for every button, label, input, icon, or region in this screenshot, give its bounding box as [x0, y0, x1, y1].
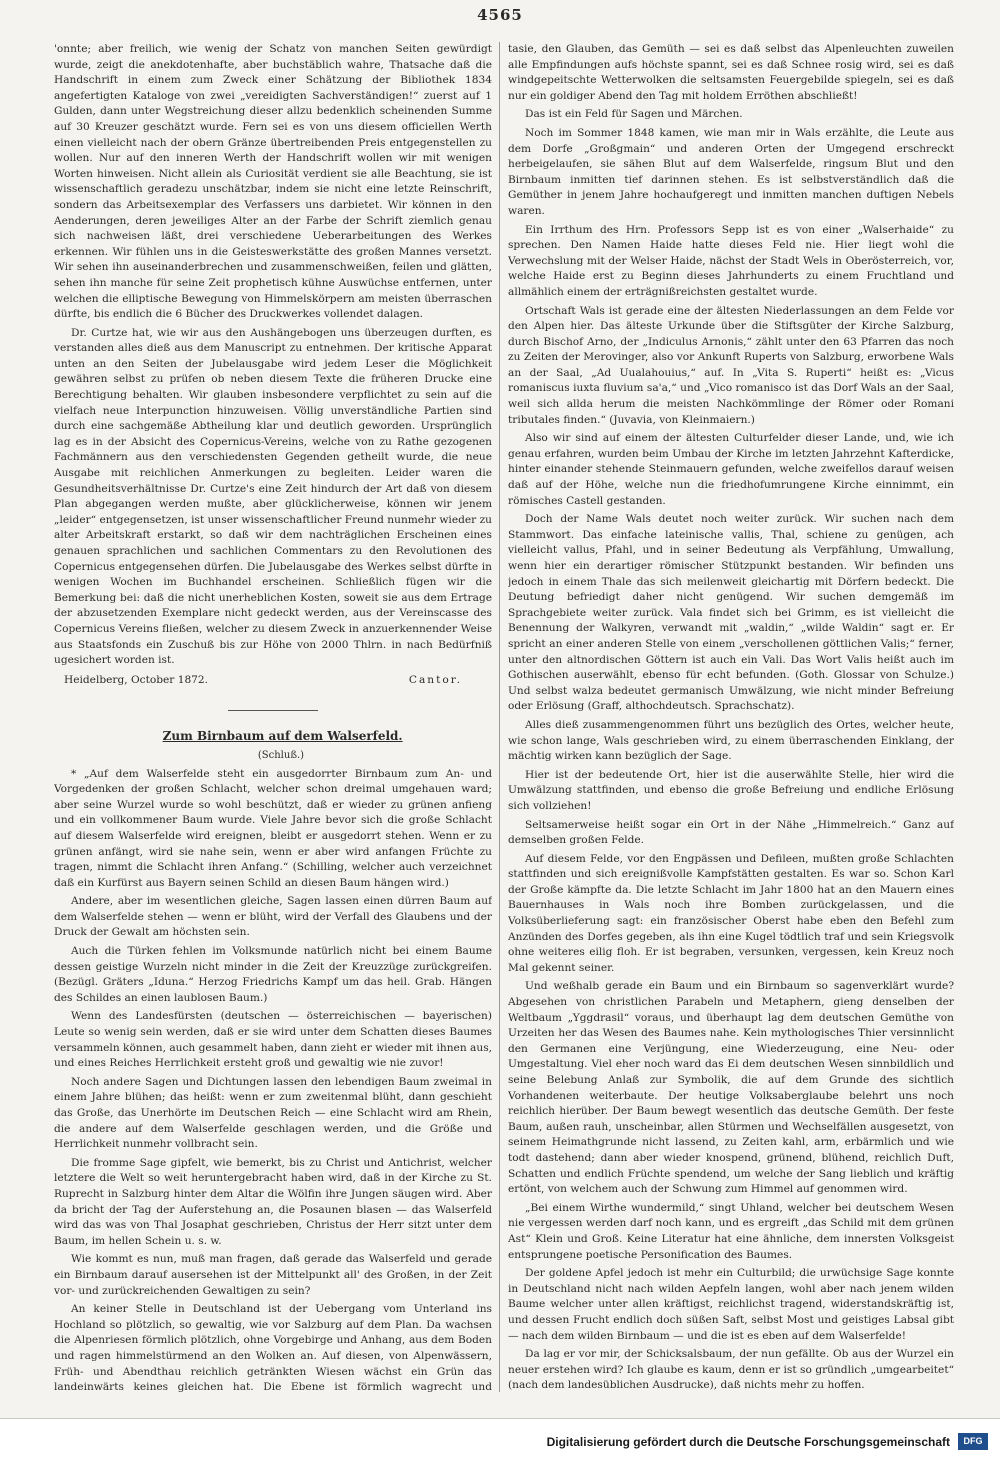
paragraph: Andere, aber im wesentlichen gleiche, Sagen lassen einen dürren Baum auf dem Walserfelde stehen — wenn er blüht, wird der Verfall des Glaubens und der Druck der Gewalt am höchsten sein.	[54, 895, 492, 939]
paragraph: Die fromme Sage gipfelt, wie bemerkt, bis zu Christ und Antichrist, welcher letztere die Welt so weit heruntergebracht haben wird, daß in der Kirche zu St. Ruprecht in Salzburg hinter dem Altar die Wölfin ihre Jungen säugen wird. Aber da bricht der Tag der Auferstehung an, die Posaunen blasen — das Walserfeld wird das was von Thal Josaphat geschrieben, Christus der Herr sitzt unter dem Baum, im hellen Schein u. s. w.	[54, 1156, 492, 1247]
page-number: 4565	[477, 6, 523, 24]
paragraph: Noch im Sommer 1848 kamen, wie man mir in Wals erzählte, die Leute aus dem Dorfe „Großgmain“ und anderen Orten der Umgegend erschreckt herbeigelaufen, sie sähen Blut auf dem Walserfelde, ringsum Blut und den Birnbaum inmitten tief darinnen stehen. Es ist selbstverständlich daß die Gemüther in jenem Jahre hochaufgeregt und inmitten manchen duftigen Nebels waren.	[508, 126, 954, 217]
article-title: Zum Birnbaum auf dem Walserfeld.	[162, 729, 403, 744]
paragraph: Hier ist der bedeutende Ort, hier ist die auserwählte Stelle, hier wird die Umwälzung stattfinden, und ebenso die große Befreiung und endliche Erlösung sich vollziehen!	[508, 768, 954, 812]
paragraph: Das ist ein Feld für Sagen und Märchen.	[524, 108, 743, 121]
article-subtitle: (Schluß.)	[257, 749, 305, 761]
paragraph: Dr. Curtze hat, wie wir aus den Aushängebogen uns überzeugen durften, es verstanden alles dieß aus dem Manuscript zu entnehmen. Der kritische Apparat unten an den Seiten der Jubelausgabe wird jedem Leser die Möglichkeit gewähren selbst zu prüfen ob neben diesem Texte die früheren Drucke eine Berechtigung behalten. Wir glauben insbesondere verpflichtet zu sein auf die vielfach neue Interpunction hinzuweisen. Völlig unverständliche Partien sind durch eine sachgemäße Abtheilung klar und deutlich geworden. Ursprünglich lag es in der Absicht des Copernicus-Vereins, welche von zu Rathe gezogenen Fachmännern aus den verschiedensten Gegenden getheilt wurde, die neue Ausgabe mit reichlichen Anmerkungen zu begleiten. Leider waren die Gesundheitsverhältnisse Dr. Curtze's eine Zeit hindurch der Art daß von diesem Plan abgegangen werden mußte, aber glücklicherweise, können wir jenem „leider“ entgegensetzen, ist unser wissenschaftlicher Freund nunmehr wieder zu alter Arbeitskraft erstarkt, so daß wir dem nachträglichen Erscheinen eines genauen sprachlichen und sachlichen Commentars zu den Revolutionen des Copernicus entgegensehen dürfen. Die Jubelausgabe des Werkes selbst dürfte in wenigen Wochen im Buchhandel erscheinen. Schließlich fügen wir die Bemerkung bei: daß die nicht unerheblichen Kosten, soweit sie aus dem Ertrage der abzusetzenden Exemplare nicht gedeckt werden, aus der Vereinscasse des Copernicus Vereins fließen, welcher zu diesem Zweck in anzuerkennender Weise aus Staatsfonds ein Zuschuß bis zur Höhe von 2000 Thlrn. in nach Bedürfniß ugesichert worden ist.	[54, 326, 492, 667]
paragraph: Doch der Name Wals deutet noch weiter zurück. Wir suchen nach dem Stammwort. Das einfache lateinische vallis, Thal, schiene zu genügen, ach vielleicht vallus, Pfahl, und in seiner Bedeutung als Verpfählung, Umwallung, wenn hier ein derartiger römischer Stützpunkt bestanden. Wir befinden uns jedoch in einem Thale das sich meilenweit gleichartig mit Dörfern bedeckt. Die Deutung befriedigt daher nicht genügend. Wir suchen demgemäß im Sprachgebiete weiter zurück. Vala findet sich bei Grimm, es ist vielleicht die Benennung der Walkyren, verwandt mit „waldin,“ „wilde Waldin“ sagt er. Er spricht an einer anderen Stelle von einem „verschollenen göttlichen Valis;“ ferner, unter den altnordischen Göttern ist auch ein Vali. Das Wort Valis heißt auch im Gothischen auserwählt, ebenso für echt befunden. (Goth. Glossar von Schulze.) Und selbst walza bedeutet germanisch Umwälzung, wie nicht minder Befreiung oder Erlösung (Graff, althochdeutsch. Sprachschatz).	[508, 513, 954, 713]
paragraph: Und weßhalb gerade ein Baum und ein Birnbaum so sagenverklärt wurde? Abgesehen von christlichen Parabeln und Metaphern, gieng denselben der Weltbaum „Yggdrasil“ voraus, und überhaupt lag dem deutschen Gemüthe von Urzeiten her das Wesen des Baumes nahe. Kein mythologisches Thier versinnlicht den Germanen eine Verjüngung, eine Wiederzeugung, eine Neu- oder Umgestaltung. Viel eher noch ward das Ei dem deutschen Wesen sinnbildlich und seine Belebung Anlaß zur Symbolik, die auf dem Grunde des sichtlich Vorhandenen weiterbaute. Der heutige Volksaberglaube belehrt uns noch reichlich hierüber. Der Baum bewegt wesentlich das deutsche Gemüth. Der feste Baum, außen rauh, unscheinbar, allen Stürmen und Wechselfällen ausgesetzt, von seinem Heimathgrunde nicht lassend, zu Zeiten kahl, arm, erbärmlich und wie todt dastehend; dann aber wieder knospend, grünend, blühend, reichlich Duft, Schatten und endlich Früchte spendend, um welche der Sang lieblich und kräftig ertönt, von welchem auch der Schwung zum Himmel auf genommen wird.	[508, 980, 954, 1196]
right-column	[508, 42, 954, 1392]
paragraph: Noch andere Sagen und Dichtungen lassen den lebendigen Baum zweimal in einem Jahre blühen; das heißt: wenn er zum zweitenmal blüht, dann geschieht das Große, das Unerhörte im Deutschen Reich — eine Schlacht wird am Rhein, die andere auf dem Walserfelde geschlagen werden, und die Größe und Herrlichkeit nunmehr vollbracht sein.	[54, 1075, 492, 1151]
article-signoff	[54, 673, 492, 689]
paragraph: Wie kommt es nun, muß man fragen, daß gerade das Walserfeld und gerade ein Birnbaum darauf ausersehen ist der Mittelpunkt all' des Großen, in der Zeit vor- und zurückreichenden Gewaltigen zu sein?	[54, 1253, 492, 1297]
paragraph: An keiner Stelle in Deutschland ist der Uebergang vom Unterland ins Hochland so plötzlich, so gewaltig, wie vor Salzburg auf dem Plan. Da wachsen die Alpenriesen förmlich plötzlich, ohne Vorgebirge und Anhang, aus dem Boden und ragen himmelstürmend an den Wolken an. Auf diesen, von Alpenwässern, Früh- und Abendthau reichlich getränkten Wiesen wächst ein Grün das landeinwärts keines gleichen hat. Die Ebene ist förmlich wagrecht und	[54, 1303, 492, 1392]
dfg-logo: DFG	[958, 1433, 988, 1450]
digitization-footer	[0, 1418, 1000, 1466]
paragraph: 'onnte; aber freilich, wie wenig der Schatz von manchen Seiten gewürdigt wurde, zeigt die anekdotenhafte, aber buchstäblich wahre, Thatsache daß die Handschrift in einem zum Zweck einer Schätzung der Bibliothek 1834 angefertigten Kataloge von zwei „vereidigten Sachverständigen!“ zuerst auf 1 Gulden, dann unter Wegstreichung dieser allzu bedenklich scheinenden Summe auf 30 Kreuzer geschätzt wurde. Fern sei es von uns diesem officiellen Werth einen vielleicht nach der obern Gränze übertreibenden Preis entgegenstellen zu wollen. Nur auf den inneren Werth der Handschrift wollen wir mit wenigen Worten hinweisen. Nicht allein als Curiosität verdient sie alle Beachtung, sie ist wissenschaftlich geradezu unschätzbar, indem sie nicht eine letzte Reinschrift, sondern das Arbeitsexemplar des Verfassers uns darbietet. Wir können in den Aenderungen, deren jeweiliges Alter an der Farbe der Schrift ziemlich genau sich nachweisen läßt, drei verschiedene Ueberarbeitungen des Werkes erkennen. Wir fühlen uns in die Geisteswerkstätte des großen Mannes versetzt. Wir sehen ihn auseinanderbrechen und zusammenschweißen, feilen und glätten, sehen ihn manche für seine Zeit prophetisch kühne Auswüchse entfernen, unter welchen die elliptische Bewegung von Himmelskörpern am meisten überraschen dürfte, bis endlich die 6 Bücher des Druckwerkes vollendet dalagen.	[54, 43, 492, 321]
paragraph: Auf diesem Felde, vor den Engpässen und Defileen, mußten große Schlachten stattfinden und sich ereignißvolle Kampfstätten gestalten. Es war so. Schon Karl der Große kämpfte da. Die letzte Schlacht im Jahr 1800 hat an den Mauern eines Bauernhauses in Wals noch ihre Bomben zurückgelassen, und die Volksüberlieferung sagt: ein französischer Oberst habe eben den Befehl zum Anzünden des Dorfes gegeben, als ihn eine Kugel tödtlich traf und sein Kriegsvolk ohne weiteres eilig floh. Er ist begraben, versunken, vergessen, kein Kreuz noch Mal gekennt seiner.	[508, 852, 954, 974]
paragraph: Ortschaft Wals ist gerade eine der ältesten Niederlassungen an dem Felde vor den Alpen hier. Das älteste Urkunde über die Stiftsgüter der Kirche Salzburg, durch Bischof Arno, der „Indiculus Arnonis,“ zählt unter den 63 Pfarren das noch zu Zeiten der Merovinger, also vor Ankunft Ruperts von Salzburg, erworbene Wals an der Saal, „Ad Uualahouius,“ auf. In „Vita S. Ruperti“ heißt es: „Vicus romaniscus iuxta fluvium sa'a,“ und „Vico romanisco ist das Dorf Wals an der Saal, weil sich allda herum die meisten Nachkömmlinge der Römer oder Romani tributales finden.“ (Juvavia, von Kleinmaiern.)	[508, 304, 954, 426]
signoff-author: Cantor.	[408, 673, 462, 686]
paragraph: Der goldene Apfel jedoch ist mehr ein Culturbild; die urwüchsige Sage konnte in Deutschland nicht nach wilden Aepfeln langen, wohl aber nach jenem wilden Baume welcher unter allen kräftigst, reichlichst tragend, widerstandskräftig ist, und dessen Frucht endlich doch süßen Saft, selbst Most und geistiges Labsal gibt — nach dem wilden Birnbaum — und die ist es eben auf dem Walserfelde!	[508, 1267, 954, 1342]
paragraph: Ein Irrthum des Hrn. Professors Sepp ist es von einer „Walserhaide“ zu sprechen. Den Namen Haide hatte dieses Feld nie. Hier liegt wohl die Verwechslung mit der Welser Haide, nächst der Stadt Wels in Oberösterreich, vor, welche Haide erst zu Beginn dieses Jahrhunderts zu einem Fruchtland und allmählich einem der erträgnißreichsten gestaltet wurde.	[508, 223, 954, 298]
left-column	[54, 42, 492, 1392]
paragraph: Also wir sind auf einem der ältesten Culturfelder dieser Lande, und, wie ich genau erfahren, wurden beim Umbau der Kirche im letzten Jahrzehnt Kafterdicke, hinter einander stehende Steinmauern gefunden, welche zweifellos darauf weisen daß auf der Höhe, welche nun die friedhofumrungene Kirche einnimmt, ein römisches Castell gestanden.	[508, 432, 954, 507]
column-divider	[499, 42, 500, 1392]
paragraph: tasie, den Glauben, das Gemüth — sei es daß selbst das Alpenleuchten zuweilen alle Empfindungen aufs höchste spannt, sei es daß Schnee rosig wird, sei es daß windgepeitschte Wetterwolken die seltsamsten Feuergebilde spiegeln, sei es daß nur ein goldiger Abend den Tag mit holdem Erröthen abschließt!	[508, 43, 954, 102]
paragraph: * „Auf dem Walserfelde steht ein ausgedorrter Birnbaum zum An- und Vorgedenken der großen Schlacht, welcher schon dreimal umgehauen ward; aber seine Wurzel wurde so wohl beschützt, daß er wieder zu grünen anfieng und ein vollkommener Baum wurde. Viele Jahre bevor sich die große Schlacht auf diesem Walserfelde wird ereignen, bleibt er ausgedorrt stehen. Wenn er zu grünen anfängt, wird sie nahe sein, wenn er aber wird anfangen Früchte zu tragen, nimmt die Schlacht ihren Anfang.“ (Schilling, welcher auch verzeichnet daß ein Kurfürst aus Bayern seinen Schild an diesen Baum hängen wird.)	[54, 767, 492, 889]
paragraph: Seltsamerweise heißt sogar ein Ort in der Nähe „Himmelreich.“ Ganz auf demselben großen Felde.	[508, 818, 954, 847]
paragraph: Da lag er vor mir, der Schicksalsbaum, der nun gefällte. Ob aus der Wurzel ein neuer erstehen wird? Ich glaube es kaum, denn er ist so gründlich „umgearbeitet“ (nach dem landesüblichen Ausdrucke), daß nichts mehr zu hoffen.	[508, 1348, 954, 1392]
paragraph: Auch die Türken fehlen im Volksmunde natürlich nicht bei einem Baume dessen geistige Wurzeln nicht minder in die Zeit der Kreuzzüge zurückgreifen. (Bezügl. Gräters „Iduna.“ Herzog Friedrichs Kampf um das heil. Grab. Hängen des Schildes an einen laublosen Baum.)	[54, 945, 492, 1004]
paragraph: Alles dieß zusammengenommen führt uns bezüglich des Ortes, welcher heute, wie schon lange, Wals geschrieben wird, zu einem überraschenden Einklang, der mächtig wirken kann bezüglich der Sage.	[508, 718, 954, 763]
signoff-place-date: Heidelberg, October 1872.	[64, 673, 209, 686]
funding-notice: Digitalisierung gefördert durch die Deutsche Forschungsgemeinschaft	[546, 1435, 950, 1449]
article-separator	[228, 710, 318, 711]
paragraph: Wenn des Landesfürsten (deutschen — österreichischen — bayerischen) Leute so wenig sein werden, daß er sie wird unter dem Schatten dieses Baumes versammeln können, auch gesammelt haben, dann zieht er wieder mit ihnen aus, und eines Reiches Herrlichkeit ersteht groß und gewaltig wie nie zuvor!	[54, 1010, 492, 1070]
paragraph: „Bei einem Wirthe wundermild,“ singt Uhland, welcher bei deutschem Wesen nie vergessen werden darf noch kann, und es ergreift „das Schild mit dem grünen Ast“ Klein und Groß. Keine Literatur hat eine ähnliche, dem innersten Volksgeist entsprungene poetische Personification des Baumes.	[508, 1201, 954, 1261]
